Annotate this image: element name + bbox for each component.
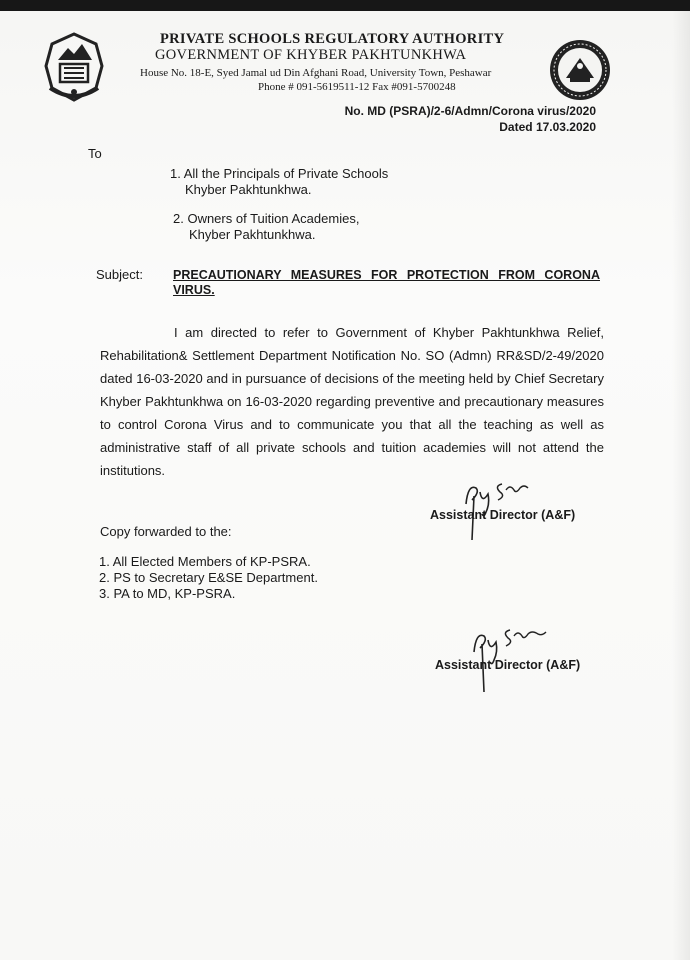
recipient-2-line1: 2. Owners of Tuition Academies, <box>173 211 360 226</box>
body-line-1: I am directed to refer to Government of Khyber Pakhtunkhwa Relief, <box>174 325 604 340</box>
copy-item-2: 2. PS to Secretary E&SE Department. <box>99 570 318 585</box>
body-line-4: Khyber Pakhtunkhwa on 16-03-2020 regarding preventive and precautionary measures <box>100 394 604 409</box>
document-page <box>0 11 690 960</box>
reference-date: Dated 17.03.2020 <box>499 120 596 134</box>
to-label: To <box>88 146 102 161</box>
psra-seal-icon <box>548 38 612 102</box>
body-line-5: to control Corona Virus and to communicate you that all the teaching as well as <box>100 417 604 432</box>
copy-item-3: 3. PA to MD, KP-PSRA. <box>99 586 236 601</box>
body-line-2: Rehabilitation& Settlement Department Notification No. SO (Admn) RR&SD/2-49/2020 <box>100 348 604 363</box>
phone-fax: Phone # 091-5619511-12 Fax #091-5700248 <box>258 81 456 93</box>
recipient-2-line2: Khyber Pakhtunkhwa. <box>189 227 316 242</box>
kp-emblem-icon <box>38 30 110 106</box>
government-name: GOVERNMENT OF KHYBER PAKHTUNKHWA <box>155 47 467 63</box>
subject-line2: VIRUS. <box>173 283 215 297</box>
copy-item-1: 1. All Elected Members of KP-PSRA. <box>99 554 311 569</box>
subject-label: Subject: <box>96 267 143 282</box>
signature-2-title: Assistant Director (A&F) <box>435 658 581 672</box>
subject-line1: PRECAUTIONARY MEASURES FOR PROTECTION FROM CORONA <box>173 268 600 282</box>
recipient-1-line2: Khyber Pakhtunkhwa. <box>185 182 312 197</box>
body-line-7: institutions. <box>100 463 166 478</box>
body-line-3: dated 16-03-2020 and in pursuance of decisions of the meeting held by Chief Secretary <box>100 371 604 386</box>
address: House No. 18-E, Syed Jamal ud Din Afghani Road, University Town, Peshawar <box>140 67 492 79</box>
reference-number: No. MD (PSRA)/2-6/Admn/Corona virus/2020 <box>344 104 596 118</box>
copy-heading: Copy forwarded to the: <box>100 524 232 539</box>
top-frame-bar <box>0 0 690 11</box>
recipient-1-line1: 1. All the Principals of Private Schools <box>170 166 389 181</box>
signature-1-title: Assistant Director (A&F) <box>430 508 576 522</box>
org-name: PRIVATE SCHOOLS REGULATORY AUTHORITY <box>160 31 505 47</box>
body-line-6: administrative staff of all private schools and tuition academies will not attend the <box>100 440 604 455</box>
